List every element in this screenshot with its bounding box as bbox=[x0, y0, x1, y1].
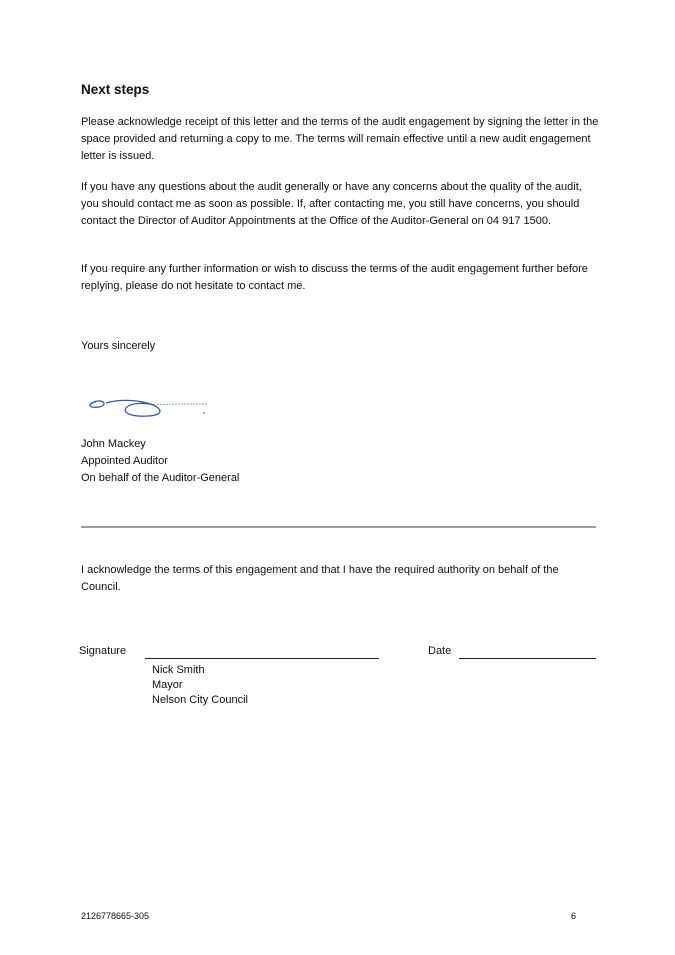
paragraph-questions: If you have any questions about the audit generally or have any concerns about the quality of the audit, you should contact me as soon as possible. If, after contacting me, you still have concerns, you should contact the Director of Auditor Appointments at the Office of the Auditor-General on 04 917 1500. bbox=[81, 181, 582, 227]
signer-role: Mayor bbox=[152, 679, 183, 691]
closing-salutation: Yours sincerely bbox=[81, 340, 156, 352]
paragraph-further-info: If you require any further information or wish to discuss the terms of the audit engagement further before replying, please do not hesitate to contact me. bbox=[81, 263, 588, 292]
section-heading: Next steps bbox=[81, 82, 150, 97]
auditor-block bbox=[81, 436, 239, 487]
auditor-on-behalf: On behalf of the Auditor-General bbox=[81, 472, 240, 484]
footer-doc-code: 2126778665-305 bbox=[81, 911, 150, 921]
acknowledgement-statement: I acknowledge the terms of this engagement and that I have the required authority on behalf of the Council. bbox=[81, 564, 559, 593]
signer-name: Nick Smith bbox=[152, 664, 205, 676]
paragraph-acknowledge: Please acknowledge receipt of this letter and the terms of the audit engagement by signing the letter in the space provided and returning a copy to me. The terms will remain effective until a new audit engagement letter is issued. bbox=[81, 116, 599, 162]
signature-field[interactable] bbox=[145, 658, 379, 659]
signer-org: Nelson City Council bbox=[152, 694, 248, 706]
auditor-role: Appointed Auditor bbox=[81, 455, 168, 467]
section-divider bbox=[81, 526, 596, 528]
signer-block bbox=[152, 663, 248, 708]
page-number: 6 bbox=[571, 911, 577, 921]
auditor-name: John Mackey bbox=[81, 438, 146, 450]
date-label: Date bbox=[428, 645, 452, 657]
date-field[interactable] bbox=[459, 658, 596, 659]
signature-label: Signature bbox=[79, 645, 127, 657]
handwritten-signature bbox=[84, 391, 214, 427]
